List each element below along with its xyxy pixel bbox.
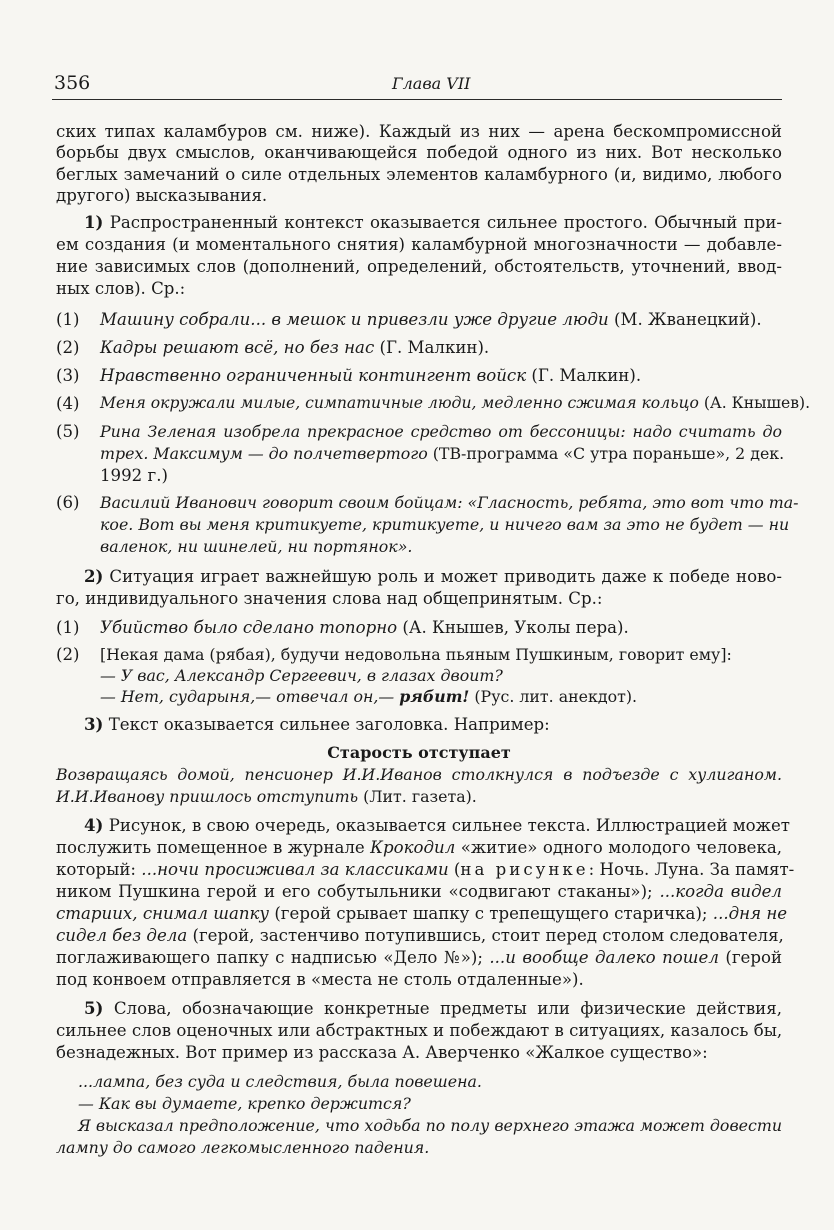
text-line: беглых замечаний о силе отдельных элементов каламбурного (и, видимо, любого xyxy=(56,165,782,184)
example-number: (4) xyxy=(56,394,80,413)
running-header: Глава VII xyxy=(392,74,471,93)
example-number: (5) xyxy=(56,422,80,441)
example-4: Меня окружали милые, симпатичные люди, медленно сжимая кольцо (А. Кнышев). xyxy=(100,394,811,412)
example-number: (1) xyxy=(56,310,80,329)
text-line: стариих, снимал шапку (герой срывает шапку с трепещущего старичка); ...дня не xyxy=(56,904,788,923)
text-line: ником Пушкина герой и его собутыльники «содвигают стаканы»); ...когда видел xyxy=(56,882,782,901)
example-number: (6) xyxy=(56,493,80,512)
text-line: поглаживающего папку с надписью «Дело №»); ...и вообще далеко пошел (герой xyxy=(56,948,783,967)
example-1b: Убийство было сделано топорно (А. Кнышев, Уколы пера). xyxy=(100,618,629,637)
section-2-line: 2) Ситуация играет важнейшую роль и может приводить даже к победе ново- xyxy=(84,566,782,586)
story-quote-line: лампу до самого легкомысленного падения. xyxy=(56,1138,430,1157)
example-6-line: Василий Иванович говорит своим бойцам: «Гласность, ребята, это вот что та- xyxy=(100,493,799,512)
text-line: ных слов). Ср.: xyxy=(56,279,186,298)
page-number: 356 xyxy=(54,72,91,94)
example-6-line: кое. Вот вы меня критикуете, критикуете, и ничего вам за это не будет — ни xyxy=(100,515,790,534)
example-2b-line: — У вас, Александр Сергеевич, в глазах двоит? xyxy=(100,666,503,685)
story-quote-line: ...лампа, без суда и следствия, была повешена. xyxy=(78,1072,482,1091)
example-6-line: валенок, ни шинелей, ни портянок». xyxy=(100,537,413,556)
text-line: безнадежных. Вот пример из рассказа А. Аверченко «Жалкое существо»: xyxy=(56,1043,708,1062)
example-1: Машину собрали... в мешок и привезли уже другие люди (М. Жванецкий). xyxy=(100,310,762,329)
quote-line: Возвращаясь домой, пенсионер И.И.Иванов столкнулся в подъезде с хулиганом. xyxy=(56,765,782,784)
text-line: го, индивидуального значения слова над общепринятым. Ср.: xyxy=(56,589,603,608)
section-4-line: 4) Рисунок, в свою очередь, оказывается сильнее текста. Иллюстрацией может xyxy=(84,815,790,835)
section-1-line: 1) Распространенный контекст оказывается сильнее простого. Обычный при- xyxy=(84,212,782,232)
example-number: (3) xyxy=(56,366,80,385)
example-2b-line: [Некая дама (рябая), будучи недовольна пьяным Пушкиным, говорит ему]: xyxy=(100,645,732,664)
text-line: ние зависимых слов (дополнений, определений, обстоятельств, уточнений, ввод- xyxy=(56,257,782,276)
example-5-line: трех. Максимум — до полчетвертого (ТВ-программа «С утра пораньше», 2 дек. xyxy=(100,444,785,463)
example-number: (2) xyxy=(56,645,80,664)
text-line: который: ...ночи просиживал за классиками (на рисунке: Ночь. Луна. За памят- xyxy=(56,860,795,879)
story-quote-line: — Как вы думаете, крепко держится? xyxy=(78,1094,411,1113)
text-line: ских типах каламбуров см. ниже). Каждый из них — арена бескомпромиссной xyxy=(56,122,782,141)
example-number: (1) xyxy=(56,618,80,637)
text-line: ем создания (и моментального снятия) каламбурной многозначности — добавле- xyxy=(56,235,782,254)
quoted-headline: Старость отступает xyxy=(327,743,511,762)
section-5-line: 5) Слова, обозначающие конкретные предметы или физические действия, xyxy=(84,998,782,1018)
text-line: другого) высказывания. xyxy=(56,186,268,205)
text-line: послужить помещенное в журнале Крокодил «житие» одного молодого человека, xyxy=(56,838,782,857)
story-quote-line: Я высказал предположение, что ходьба по полу верхнего этажа может довести xyxy=(78,1116,782,1135)
text-line: сидел без дела (герой, застенчиво потупившись, стоит перед столом следователя, xyxy=(56,926,784,945)
example-2b-line: — Нет, сударыня,— отвечал он,— рябит! (Рус. лит. анекдот). xyxy=(100,687,638,706)
header-rule xyxy=(52,99,782,100)
quote-line: И.И.Иванову пришлось отступить (Лит. газета). xyxy=(56,787,477,806)
example-5-line: 1992 г.) xyxy=(100,466,168,485)
example-2: Кадры решают всё, но без нас (Г. Малкин). xyxy=(100,338,490,357)
text-line: борьбы двух смыслов, оканчивающейся победой одного из них. Вот несколько xyxy=(56,143,782,162)
example-5-line: Рина Зеленая изобрела прекрасное средство от бессоницы: надо считать до xyxy=(100,422,782,441)
example-3: Нравственно ограниченный контингент войск (Г. Малкин). xyxy=(100,366,642,385)
section-3-line: 3) Текст оказывается сильнее заголовка. Например: xyxy=(84,714,550,734)
text-line: под конвоем отправляется в «места не столь отдаленные»). xyxy=(56,970,584,989)
text-line: сильнее слов оценочных или абстрактных и побеждают в ситуациях, казалось бы, xyxy=(56,1021,783,1040)
example-number: (2) xyxy=(56,338,80,357)
